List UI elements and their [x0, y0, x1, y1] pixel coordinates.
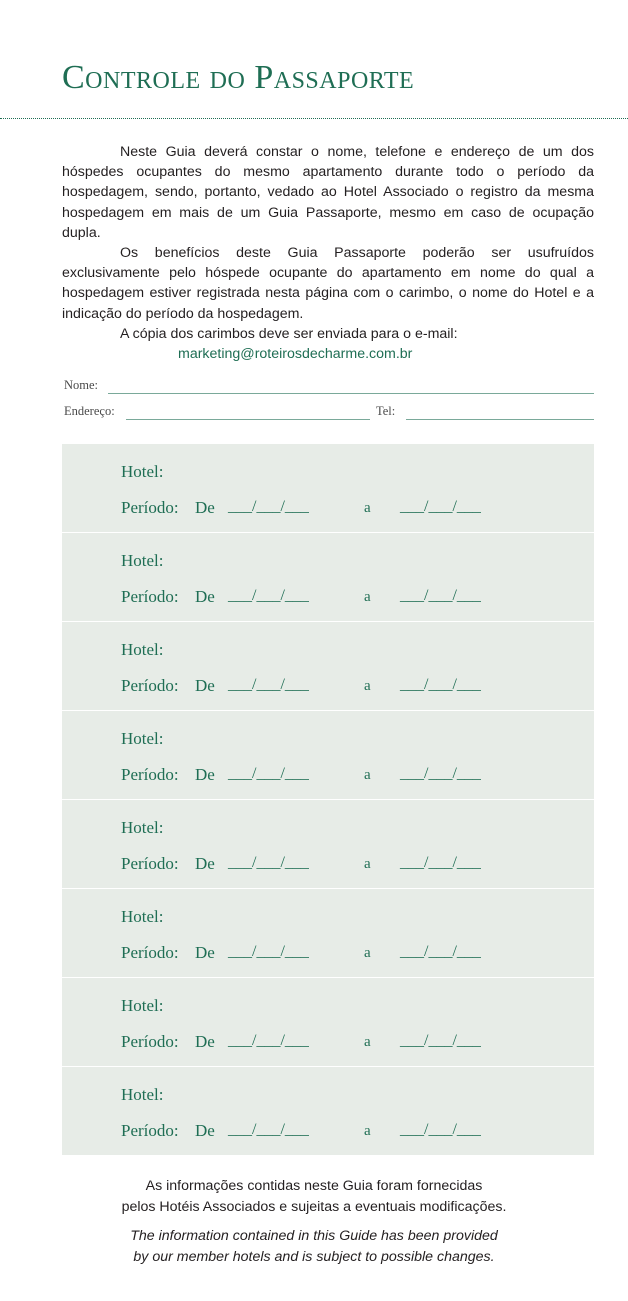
- periodo-label: Período:: [121, 765, 179, 784]
- stamp-card[interactable]: [62, 978, 594, 1067]
- nome-row: [64, 378, 594, 398]
- hotel-label: Hotel:: [121, 996, 164, 1015]
- intro-paragraph-1: Neste Guia deverá constar o nome, telefone e endereço de um dos hóspedes ocupantes do mesmo apartamento durante todo o período da hospedagem, sendo, portanto, vedado ao Hotel Associado o registro da mesma hospedagem em mais de um Guia Passaporte, mesmo em caso de ocupação dupla.: [62, 144, 594, 241]
- to-date-blank[interactable]: ___/___/___: [400, 1032, 481, 1049]
- a-label: a: [364, 1123, 371, 1139]
- a-label: a: [364, 500, 371, 516]
- hotel-label: Hotel:: [121, 818, 164, 837]
- periodo-label: Período:: [121, 1121, 179, 1140]
- tel-label: Tel:: [376, 404, 396, 418]
- periodo-label: Período:: [121, 1032, 179, 1051]
- de-label: De: [195, 1121, 215, 1140]
- de-label: De: [195, 943, 215, 962]
- stamp-card[interactable]: [62, 1067, 594, 1156]
- from-date-blank[interactable]: ___/___/___: [228, 854, 309, 871]
- nome-label: Nome:: [64, 378, 99, 392]
- nome-field[interactable]: [108, 393, 594, 394]
- a-label: a: [364, 678, 371, 694]
- a-label: a: [364, 945, 371, 961]
- de-label: De: [195, 587, 215, 606]
- footer-en-line-1: The information contained in this Guide has been provided: [130, 1228, 498, 1244]
- tel-field[interactable]: [406, 419, 594, 420]
- de-label: De: [195, 854, 215, 873]
- to-date-blank[interactable]: ___/___/___: [400, 1121, 481, 1138]
- from-date-blank[interactable]: ___/___/___: [228, 1121, 309, 1138]
- periodo-label: Período:: [121, 943, 179, 962]
- de-label: De: [195, 676, 215, 695]
- stamp-list: [62, 444, 594, 1156]
- to-date-blank[interactable]: ___/___/___: [400, 587, 481, 604]
- a-label: a: [364, 767, 371, 783]
- periodo-label: Período:: [121, 587, 179, 606]
- from-date-blank[interactable]: ___/___/___: [228, 498, 309, 515]
- from-date-blank[interactable]: ___/___/___: [228, 587, 309, 604]
- to-date-blank[interactable]: ___/___/___: [400, 943, 481, 960]
- from-date-blank[interactable]: ___/___/___: [228, 943, 309, 960]
- to-date-blank[interactable]: ___/___/___: [400, 854, 481, 871]
- a-label: a: [364, 1034, 371, 1050]
- periodo-label: Período:: [121, 676, 179, 695]
- from-date-blank[interactable]: ___/___/___: [228, 676, 309, 693]
- a-label: a: [364, 856, 371, 872]
- footer-pt-line-1: As informações contidas neste Guia foram fornecidas: [145, 1178, 483, 1194]
- to-date-blank[interactable]: ___/___/___: [400, 765, 481, 782]
- footer-en: [0, 1226, 628, 1268]
- stamp-card[interactable]: [62, 444, 594, 533]
- endereco-row: [64, 404, 594, 424]
- to-date-blank[interactable]: ___/___/___: [400, 676, 481, 693]
- from-date-blank[interactable]: ___/___/___: [228, 765, 309, 782]
- hotel-label: Hotel:: [121, 462, 164, 481]
- hotel-label: Hotel:: [121, 551, 164, 570]
- intro-paragraph-3-text: A cópia dos carimbos deve ser enviada para o e-mail:: [120, 325, 458, 342]
- endereco-field[interactable]: [126, 419, 370, 420]
- hotel-label: Hotel:: [121, 640, 164, 659]
- endereco-label: Endereço:: [64, 404, 115, 418]
- email-link[interactable]: marketing@roteirosdecharme.com.br: [178, 346, 413, 363]
- stamp-card[interactable]: [62, 711, 594, 800]
- periodo-label: Período:: [121, 498, 179, 517]
- footer-en-line-2: by our member hotels and is subject to possible changes.: [133, 1249, 495, 1265]
- page-title: Controle do Passaporte: [62, 59, 415, 96]
- periodo-label: Período:: [121, 854, 179, 873]
- stamp-card[interactable]: [62, 622, 594, 711]
- footer-pt: [0, 1176, 628, 1218]
- intro-paragraph-2: Os benefícios deste Guia Passaporte poderão ser usufruídos exclusivamente pelo hóspede ocupante do apartamento em nome do qual a hospedagem estiver registrada nesta página com o carimbo, o nome do Hotel e a indicação do período da hospedagem.: [62, 245, 594, 322]
- de-label: De: [195, 765, 215, 784]
- de-label: De: [195, 498, 215, 517]
- from-date-blank[interactable]: ___/___/___: [228, 1032, 309, 1049]
- de-label: De: [195, 1032, 215, 1051]
- stamp-card[interactable]: [62, 800, 594, 889]
- a-label: a: [364, 589, 371, 605]
- to-date-blank[interactable]: ___/___/___: [400, 498, 481, 515]
- intro-text: [62, 142, 594, 364]
- footer-pt-line-2: pelos Hotéis Associados e sujeitas a eventuais modificações.: [121, 1199, 507, 1215]
- hotel-label: Hotel:: [121, 729, 164, 748]
- stamp-card[interactable]: [62, 533, 594, 622]
- intro-paragraph-3: [62, 324, 594, 364]
- hotel-label: Hotel:: [121, 907, 164, 926]
- hotel-label: Hotel:: [121, 1085, 164, 1104]
- stamp-card[interactable]: [62, 889, 594, 978]
- dotted-divider: [0, 118, 628, 119]
